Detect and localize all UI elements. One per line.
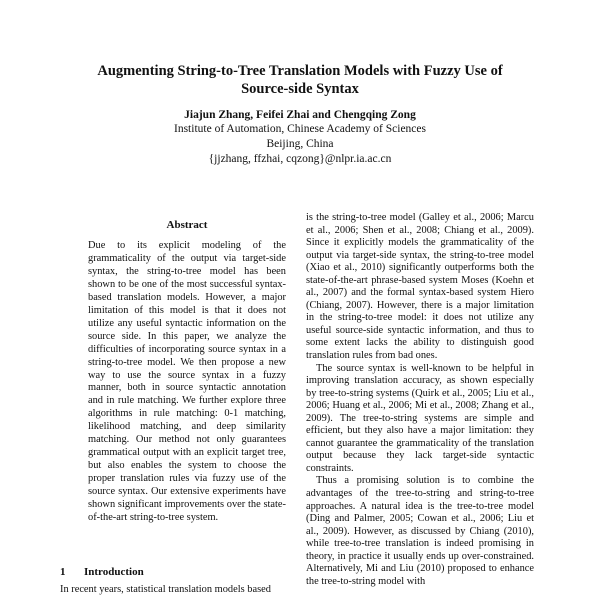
title-line-2: Source-side Syntax — [241, 81, 359, 97]
right-paragraph-3: Thus a promising solution is to combine the advantages of the tree-to-string and string-to-tree approaches. A natural idea is the tree-to-tree model (Ding and Palmer, 2005; Cowan et al., 2006; Liu et al., 2009). However, as discussed by Chiang (2010), while tree-to-tree translation is indeed promising in theory, in practice it usually ends up over-constrained. Alternatively, Mi and Liu (2010) proposed to enhance the tree-to-string model with — [306, 475, 534, 587]
section-title: Introduction — [84, 566, 144, 578]
section-number: 1 — [60, 566, 66, 578]
author-affiliation-block — [60, 122, 540, 167]
abstract-text: Due to its explicit modeling of the grammaticality of the output via target-side syntax, the string-to-tree model has been shown to be one of the most successful syntax-based translation models. However, a major limitation of this model is that it does not utilize any useful syntactic information on the source side. In this paper, we analyze the difficulties of incorporating source syntax in a string-to-tree model. We then propose a new way to use the source syntax in a fuzzy manner, both in source syntactic annotation and in rule matching. We further explore three algorithms in rule matching: 0-1 matching, likelihood matching, and deep similarity matching. Our method not only guarantees grammatical output with an explicit target tree, but also enables the system to choose the proper translation rules via fuzzy use of the source syntax. Our extensive experiments have shown significant improvements over the state-of-the-art string-to-tree system. — [88, 240, 286, 524]
email: {jjzhang, ffzhai, cqzong}@nlpr.ia.ac.cn — [208, 153, 392, 165]
right-column-body — [306, 212, 534, 588]
affiliation: Institute of Automation, Chinese Academy of Sciences — [174, 123, 426, 135]
paper-title — [60, 62, 540, 98]
right-paragraph-1: is the string-to-tree model (Galley et al., 2006; Marcu et al., 2006; Shen et al., 2008; Chiang et al., 2009). Since it explicitly models the grammaticality of the output via target-side syntax, the string-to-tree model (Xiao et al., 2010) significantly outperforms both the state-of-the-art phrase-based system Moses (Koehn et al., 2007) and the formal syntax-based system Hiero (Chiang, 2007). However, there is a major limitation in the string-to-tree model: it does not utilize any useful source-side syntactic information, and thus to some extent lacks the ability to distinguish good translation rules from bad ones. — [306, 212, 534, 362]
paper-authors: Jiajun Zhang, Feifei Zhai and Chengqing Zong — [184, 109, 416, 121]
location: Beijing, China — [266, 138, 334, 150]
abstract-heading: Abstract — [166, 219, 208, 231]
section-heading-introduction — [60, 566, 144, 578]
introduction-first-line: In recent years, statistical translation models based — [60, 584, 271, 595]
right-paragraph-2: The source syntax is well-known to be helpful in improving translation accuracy, as shown especially by tree-to-string systems (Quirk et al., 2005; Liu et al., 2006; Huang et al., 2006; Mi et al., 2008; Zhang et al., 2009). The tree-to-string systems are simple and efficient, but they also have a major limitation: they cannot guarantee the grammaticality of the translation output because they lack target-side syntactic constraints. — [306, 362, 534, 474]
title-line-1: Augmenting String-to-Tree Translation Models with Fuzzy Use of — [97, 63, 503, 79]
